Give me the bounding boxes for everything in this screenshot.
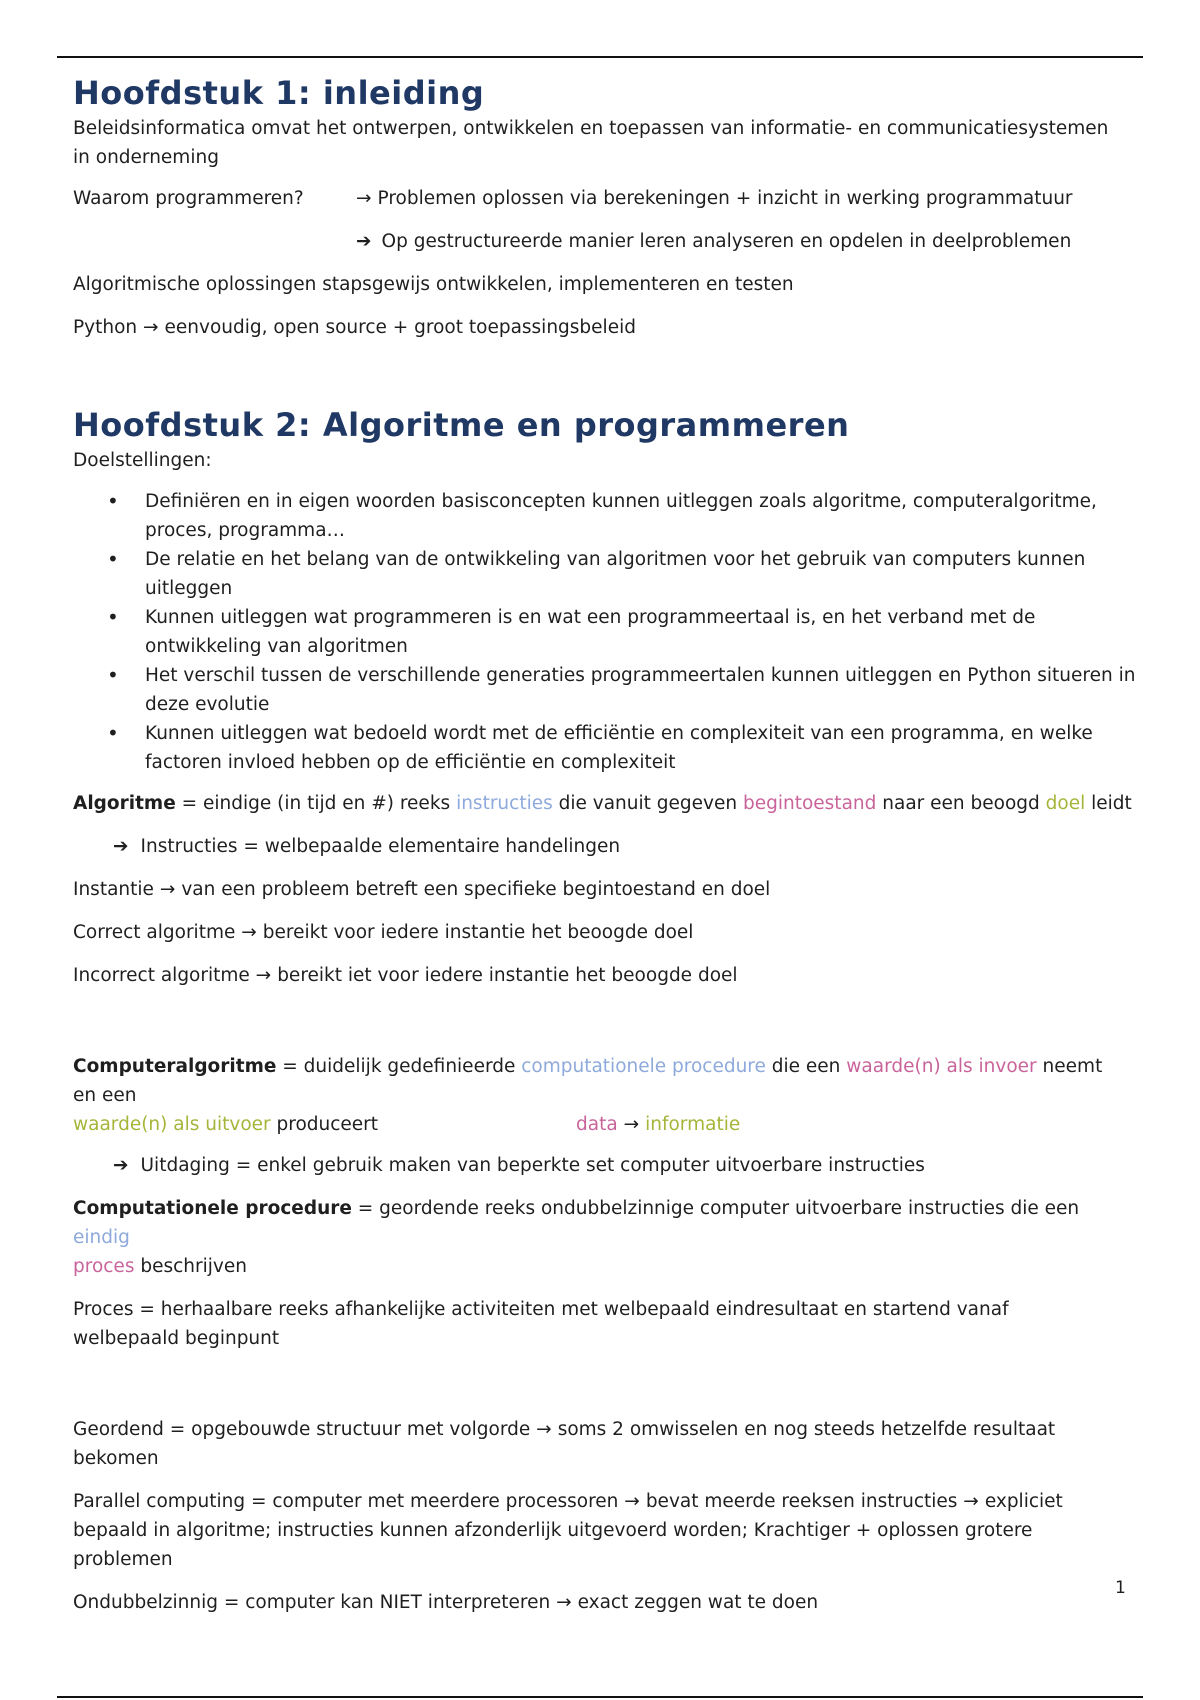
why-programming-row-2 (73, 227, 1133, 256)
arrow-icon: → (623, 1114, 640, 1135)
process-definition: Proces = herhaalbare reeks afhankelijke activiteiten met welbepaald eindresultaat en startend vanaf welbepaald beginpunt (73, 1299, 1009, 1349)
document-page (73, 70, 1136, 1617)
python-text: eenvoudig, open source + groot toepassingsbeleid (164, 317, 636, 338)
python-label: Python (73, 317, 138, 338)
why-label: Waarom programmeren? (73, 188, 304, 209)
page-number: 1 (1115, 1578, 1126, 1598)
arrow-icon: → (624, 1491, 640, 1512)
why-reason-2: Op gestructureerde manier leren analyseren en opdelen in deelproblemen (381, 231, 1072, 252)
arrow-icon: → (356, 188, 372, 209)
goal-item: • De relatie en het belang van de ontwikkeling van algoritmen voor het gebruik van computers kunnen uitleggen (145, 545, 1145, 603)
data-label: data (576, 1114, 618, 1135)
highlight-computational-procedure: computationele procedure (521, 1056, 766, 1077)
arrow-icon: → (143, 317, 159, 338)
goal-item: • Definiëren en in eigen woorden basisconcepten kunnen uitleggen zoals algoritme, computeralgoritme, proces, programma… (145, 487, 1145, 545)
algo-solutions-paragraph: Algoritmische oplossingen stapsgewijs ontwikkelen, implementeren en testen (73, 274, 794, 295)
computer-algorithm-definition: Computeralgoritme = duidelijk gedefinieerde computationele procedure die een waarde(n) als invoer neemt en een waarde(n) als uitvoer produceert data → informatie (73, 1056, 1103, 1135)
arrow-icon: → (556, 1592, 572, 1613)
instructions-note: ➔ Instructies = welbepaalde elementaire handelingen (113, 836, 621, 857)
computational-procedure-definition: Computationele procedure = geordende reeks ondubbelzinnige computer uitvoerbare instructies die een eindig proces beschrijven (73, 1198, 1080, 1277)
algorithm-term: Algoritme (73, 793, 176, 814)
why-programming-row (73, 184, 1133, 213)
top-rule (57, 56, 1143, 58)
unambiguous-definition: Ondubbelzinnig = computer kan NIET interpreteren → exact zeggen wat te doen (73, 1592, 819, 1613)
goals-label: Doelstellingen: (73, 450, 212, 471)
incorrect-algorithm-paragraph: Incorrect algoritme → bereikt iet voor iedere instantie het beoogde doel (73, 965, 738, 986)
heading-chapter-2: Hoofdstuk 2: Algoritme en programmeren (73, 406, 850, 444)
python-paragraph (73, 313, 1133, 342)
intro-paragraph: Beleidsinformatica omvat het ontwerpen, ontwikkelen en toepassen van informatie- en communicatiesystemen in onderneming (73, 118, 1109, 168)
heading-chapter-1: Hoofdstuk 1: inleiding (73, 74, 485, 112)
bold-arrow-icon: ➔ (113, 1155, 129, 1176)
bold-arrow-icon: ➔ (113, 836, 129, 857)
arrow-icon: → (241, 922, 257, 943)
highlight-finite: eindig (73, 1227, 130, 1248)
arrow-icon: → (255, 965, 272, 986)
highlight-begin-state: begintoestand (742, 793, 877, 814)
goal-item: • Kunnen uitleggen wat bedoeld wordt met de efficiëntie en complexiteit van een programma, en welke factoren invloed hebben op de efficiëntie en complexiteit (145, 719, 1145, 777)
why-reason-1: Problemen oplossen via berekeningen + inzicht in werking programmatuur (377, 188, 1073, 209)
arrow-icon: → (536, 1419, 552, 1440)
correct-algorithm-paragraph: Correct algoritme → bereikt voor iedere instantie het beoogde doel (73, 922, 694, 943)
highlight-instructions: instructies (456, 793, 553, 814)
ordered-definition: Geordend = opgebouwde structuur met volgorde → soms 2 omwisselen en nog steeds hetzelfde resultaat bekomen (73, 1419, 1056, 1469)
algorithm-definition: Algoritme = eindige (in tijd en #) reeks instructies die vanuit gegeven begintoestand naar een beoogd doel leidt (73, 793, 1132, 814)
highlight-output: waarde(n) als uitvoer (73, 1114, 271, 1135)
computational-procedure-term: Computationele procedure (73, 1198, 352, 1219)
instance-paragraph: Instantie → van een probleem betreft een specifieke begintoestand en doel (73, 879, 771, 900)
parallel-computing-definition: Parallel computing = computer met meerdere processoren → bevat meerde reeksen instructies → expliciet bepaald in algoritme; instructies kunnen afzonderlijk uitgevoerd worden; Krachtiger + oplossen grotere problemen (73, 1491, 1063, 1570)
arrow-icon: → (963, 1491, 979, 1512)
highlight-goal: doel (1045, 793, 1086, 814)
goal-item: • Het verschil tussen de verschillende generaties programmeertalen kunnen uitleggen en Python situeren in deze evolutie (145, 661, 1145, 719)
bottom-rule (57, 1696, 1143, 1698)
computer-algorithm-term: Computeralgoritme (73, 1056, 277, 1077)
bold-arrow-icon: ➔ (356, 231, 372, 252)
goal-item: • Kunnen uitleggen wat programmeren is en wat een programmeertaal is, en het verband met de ontwikkeling van algoritmen (145, 603, 1145, 661)
highlight-process: proces (73, 1256, 135, 1277)
highlight-input: waarde(n) als invoer (846, 1056, 1037, 1077)
arrow-icon: → (159, 879, 176, 900)
information-label: informatie (645, 1114, 741, 1135)
challenge-note: ➔ Uitdaging = enkel gebruik maken van beperkte set computer uitvoerbare instructies (113, 1155, 925, 1176)
goals-list (73, 487, 1145, 777)
